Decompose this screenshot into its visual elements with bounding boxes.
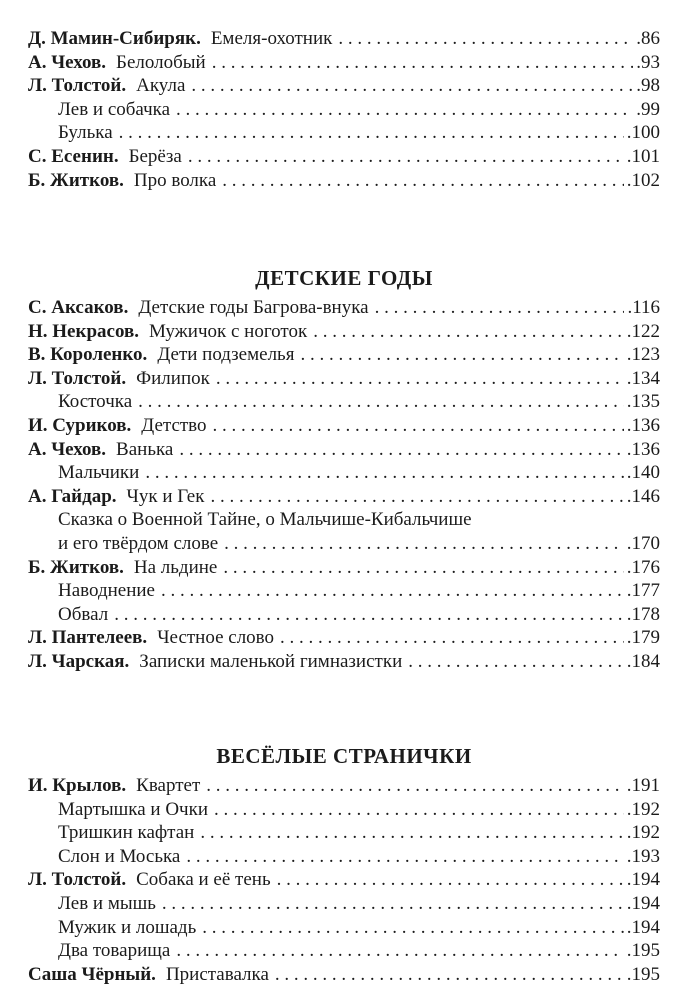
toc-entry [28, 868, 660, 892]
entry-title: Акула [136, 75, 186, 97]
toc-section-childhood [28, 266, 660, 674]
leader-dots [202, 916, 624, 940]
entry-title: Честное слово [157, 627, 275, 649]
leader-dots [222, 169, 623, 193]
entry-page-number: .194 [626, 892, 660, 914]
entry-title: Булька [58, 122, 113, 144]
entry-title: Лев и собачка [58, 98, 171, 120]
toc-entry [28, 98, 660, 122]
entry-title: Лев и мышь [58, 892, 156, 914]
entry-title: Емеля-охотник [210, 28, 333, 49]
entry-author: Б. Житков. [28, 169, 124, 191]
entry-title: Записки маленькой гимназистки [139, 650, 403, 672]
toc-entry [28, 485, 660, 509]
entry-page-number: .99 [636, 98, 660, 120]
entry-author: В. Короленко. [28, 344, 148, 366]
toc-entry-list [28, 774, 660, 986]
entry-title: Тришкин кафтан [58, 822, 195, 844]
entry-author: С. Есенин. [28, 145, 119, 167]
toc-entry [28, 774, 660, 798]
entry-title: Дети подземелья [157, 344, 295, 366]
leader-dots [213, 414, 624, 438]
leader-dots [408, 650, 624, 674]
entry-author: И. Суриков. [28, 414, 132, 436]
toc-entry [28, 603, 660, 627]
toc-entry [28, 343, 660, 367]
toc-entry [28, 461, 660, 485]
leader-dots [300, 343, 623, 367]
entry-author: Саша Чёрный. [28, 963, 156, 985]
entry-title: Собака и её тень [136, 869, 271, 891]
toc-entry [28, 320, 660, 344]
toc-entry [28, 51, 660, 75]
entry-page-number: .178 [626, 603, 660, 625]
leader-dots [176, 98, 633, 122]
entry-title: Берёза [128, 145, 182, 167]
entry-title: Наводнение [58, 580, 155, 602]
toc-entry [28, 367, 660, 391]
toc-entry [28, 845, 660, 869]
toc-entry [28, 626, 660, 650]
entry-page-number: .146 [626, 485, 660, 507]
toc-entry [28, 508, 660, 532]
entry-title: Косточка [58, 391, 133, 413]
leader-dots [145, 461, 623, 485]
entry-title: Два товарища [58, 940, 171, 962]
entry-author: Л. Чарская. [28, 650, 130, 672]
entry-page-number: .134 [626, 367, 660, 389]
leader-dots [188, 145, 624, 169]
toc-entry [28, 121, 660, 145]
entry-author: А. Гайдар. [28, 485, 117, 507]
entry-page-number: .135 [626, 391, 660, 413]
toc-entry [28, 27, 660, 51]
entry-page-number: .195 [626, 940, 660, 962]
entry-title: Чук и Гек [126, 485, 205, 507]
entry-page-number: .194 [626, 916, 660, 938]
toc-entry-list [28, 296, 660, 674]
entry-author: И. Крылов. [28, 775, 127, 796]
entry-title: Мужичок с ноготок [148, 320, 308, 342]
entry-author: Н. Некрасов. [28, 320, 139, 342]
entry-author: А. Чехов. [28, 51, 107, 73]
toc-entry [28, 939, 660, 963]
entry-title: Про волка [133, 169, 217, 191]
toc-entry [28, 296, 660, 320]
entry-page-number: .192 [626, 822, 660, 844]
entry-title: Мужик и лошадь [58, 916, 197, 938]
leader-dots [210, 485, 623, 509]
entry-author: Л. Толстой. [28, 75, 127, 97]
entry-author: А. Чехов. [28, 438, 107, 460]
leader-dots [275, 963, 624, 987]
entry-title: Филипок [136, 367, 210, 389]
entry-page-number: .86 [636, 28, 660, 49]
leader-dots [200, 821, 623, 845]
leader-dots [280, 626, 624, 650]
entry-page-number: .122 [626, 320, 660, 342]
toc-entry-list [28, 27, 660, 192]
entry-author: Б. Житков. [28, 556, 124, 578]
toc-entry [28, 532, 660, 556]
entry-author: Л. Пантелеев. [28, 627, 148, 649]
leader-dots [338, 27, 633, 51]
entry-title: Сказка о Военной Тайне, о Мальчише-Кибальчише [58, 509, 472, 531]
entry-title: Ванька [116, 438, 174, 460]
entry-title: Детские годы Багрова-внука [138, 297, 369, 318]
entry-page-number: .184 [626, 650, 660, 672]
entry-title: Мальчики [58, 462, 140, 484]
toc-entry [28, 74, 660, 98]
leader-dots [224, 532, 624, 556]
leader-dots [186, 845, 623, 869]
toc-entry [28, 963, 660, 987]
toc-entry [28, 556, 660, 580]
entry-page-number: .116 [627, 297, 660, 318]
toc-entry [28, 390, 660, 414]
leader-dots [161, 579, 624, 603]
leader-dots [212, 51, 634, 75]
entry-page-number: .192 [626, 798, 660, 820]
leader-dots [138, 390, 624, 414]
entry-page-number: .102 [626, 169, 660, 191]
entry-title: Квартет [136, 775, 201, 796]
entry-page-number: .123 [626, 344, 660, 366]
entry-page-number: .170 [626, 532, 660, 554]
entry-page-number: .136 [626, 414, 660, 436]
leader-dots [277, 868, 624, 892]
toc-entry [28, 821, 660, 845]
entry-title: Слон и Моська [58, 845, 181, 867]
leader-dots [179, 438, 623, 462]
section-title: ВЕСЁЛЫЕ СТРАНИЧКИ [216, 744, 472, 768]
leader-dots [162, 892, 624, 916]
entry-page-number: .93 [636, 51, 660, 73]
entry-page-number: .176 [626, 556, 660, 578]
entry-page-number: .136 [626, 438, 660, 460]
leader-dots [176, 939, 623, 963]
entry-author: Л. Толстой. [28, 367, 127, 389]
toc-entry [28, 798, 660, 822]
entry-title: Детство [141, 414, 207, 436]
toc-entry [28, 916, 660, 940]
leader-dots [119, 121, 624, 145]
entry-page-number: .191 [626, 775, 660, 796]
entry-page-number: .195 [626, 963, 660, 985]
entry-title: Приставалка [165, 963, 269, 985]
entry-page-number: .179 [626, 627, 660, 649]
toc-entry [28, 892, 660, 916]
leader-dots [216, 367, 624, 391]
entry-author: Д. Мамин-Сибиряк. [28, 28, 201, 49]
entry-page-number: .140 [626, 462, 660, 484]
entry-page-number: .177 [626, 580, 660, 602]
toc-entry [28, 650, 660, 674]
leader-dots [206, 774, 623, 798]
leader-dots [313, 320, 624, 344]
toc-entry [28, 414, 660, 438]
leader-dots [191, 74, 633, 98]
toc-entry [28, 579, 660, 603]
toc-entry [28, 169, 660, 193]
entry-page-number: .101 [626, 145, 660, 167]
entry-author: Л. Толстой. [28, 869, 127, 891]
section-title: ДЕТСКИЕ ГОДЫ [255, 266, 433, 290]
toc-entry [28, 145, 660, 169]
entry-page-number: .100 [626, 122, 660, 144]
leader-dots [214, 798, 624, 822]
entry-page-number: .98 [636, 75, 660, 97]
entry-page-number: .194 [626, 869, 660, 891]
toc-section-continued [28, 27, 660, 192]
toc-entry [28, 438, 660, 462]
entry-title: Белолобый [116, 51, 206, 73]
entry-title: и его твёрдом слове [58, 532, 219, 554]
entry-author: С. Аксаков. [28, 297, 129, 318]
entry-title: Обвал [58, 603, 109, 625]
leader-dots [114, 603, 624, 627]
leader-dots [375, 296, 625, 320]
leader-dots [223, 556, 623, 580]
entry-page-number: .193 [626, 845, 660, 867]
entry-title: Мартышка и Очки [58, 798, 208, 820]
toc-section-funny-pages [28, 744, 660, 986]
entry-title: На льдине [133, 556, 218, 578]
